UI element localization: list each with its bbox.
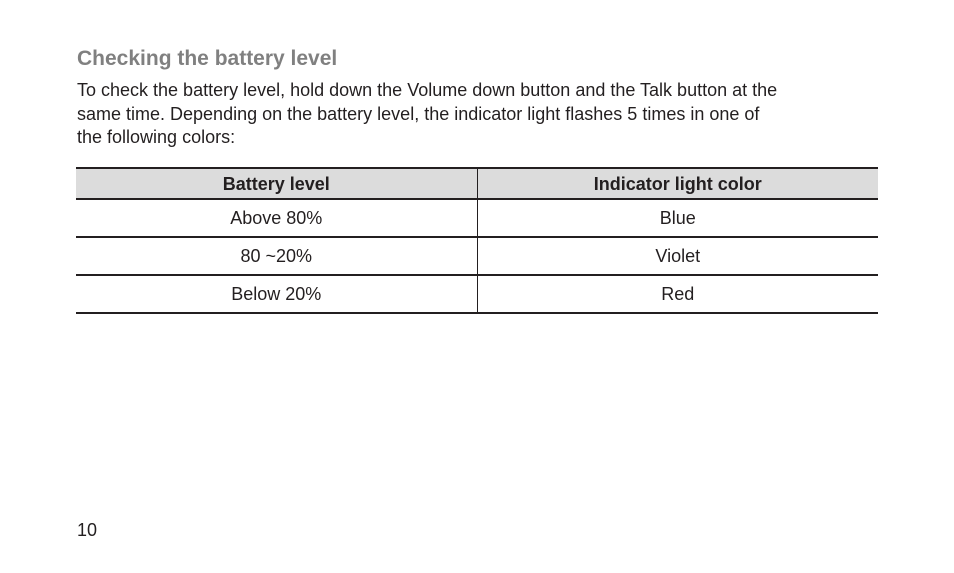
table-row <box>76 199 878 237</box>
section-heading: Checking the battery level <box>77 47 338 70</box>
body-paragraph <box>77 79 877 150</box>
header-battery-level: Battery level <box>76 168 477 199</box>
indicator-color-cell: Violet <box>477 237 878 275</box>
body-line: the following colors: <box>77 127 236 147</box>
battery-level-table <box>76 167 878 314</box>
header-indicator-color: Indicator light color <box>477 168 878 199</box>
body-line: same time. Depending on the battery level, the indicator light flashes 5 times in one of <box>77 103 760 124</box>
table-row <box>76 275 878 313</box>
body-line: To check the battery level, hold down the Volume down button and the Talk button at the <box>77 80 778 100</box>
battery-level-cell: 80 ~20% <box>76 237 477 275</box>
battery-level-cell: Below 20% <box>76 275 477 313</box>
page-number: 10 <box>77 520 98 540</box>
table-row <box>76 237 878 275</box>
indicator-color-cell: Red <box>477 275 878 313</box>
table-header-row <box>76 168 878 199</box>
indicator-color-cell: Blue <box>477 199 878 237</box>
battery-level-cell: Above 80% <box>76 199 477 237</box>
